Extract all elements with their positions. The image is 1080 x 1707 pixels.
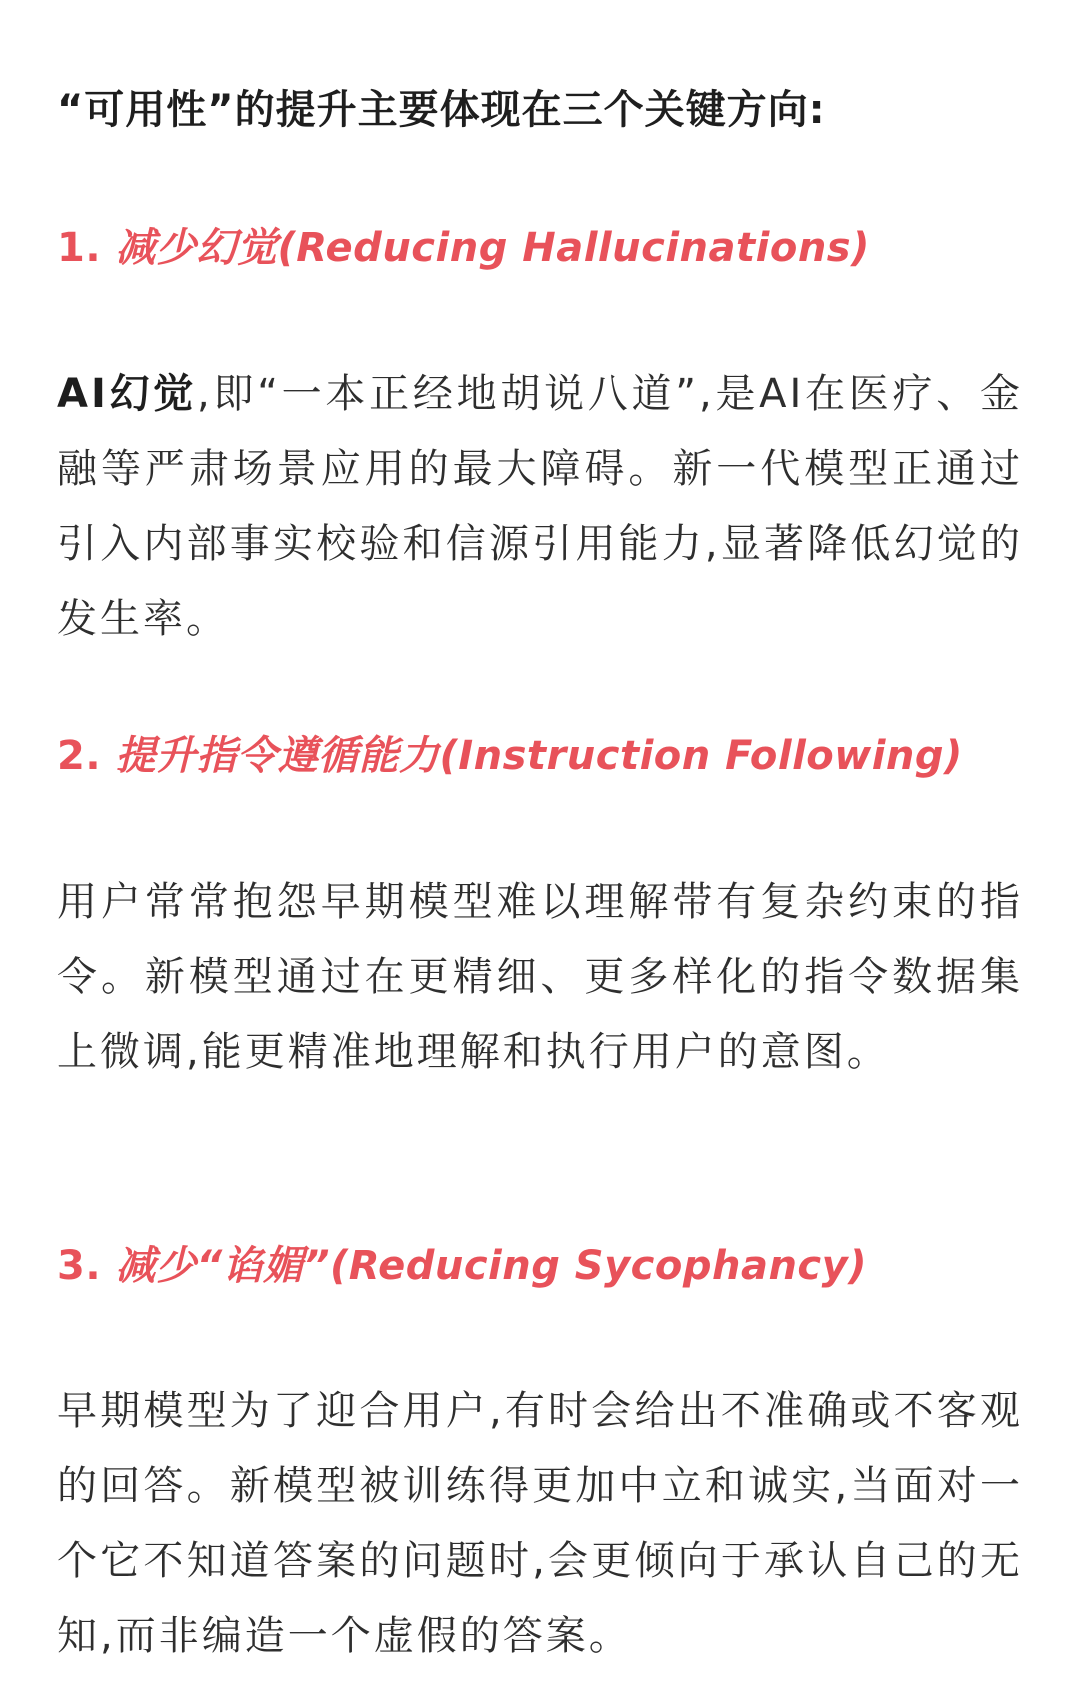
section-body-1 (57, 357, 1023, 657)
section-heading-3 (57, 1236, 1023, 1296)
section-title: 减少幻觉(Reducing Hallucinations) (115, 225, 870, 271)
section-body-2: 用户常常抱怨早期模型难以理解带有复杂约束的指令。新模型通过在更精细、更多样化的指令数据集上微调,能更精准地理解和执行用户的意图。 (57, 879, 1023, 1075)
section-title: 减少“谄媚”(Reducing Sycophancy) (115, 1243, 867, 1289)
body-text: ,即“一本正经地胡说八道”,是AI在医疗、金融等严肃场景应用的最大障碍。新一代模型正通过引入内部事实校验和信源引用能力,显著降低幻觉的发生率。 (57, 371, 1023, 642)
section-heading-1 (57, 218, 1023, 278)
section-title: 提升指令遵循能力(Instruction Following) (115, 733, 963, 779)
body-lead-term: AI幻觉 (57, 371, 198, 417)
section-number: 3. (57, 1243, 102, 1289)
intro-heading: “可用性”的提升主要体现在三个关键方向: (57, 87, 826, 133)
section-number: 2. (57, 733, 102, 779)
section-body-3: 早期模型为了迎合用户,有时会给出不准确或不客观的回答。新模型被训练得更加中立和诚实,当面对一个它不知道答案的问题时,会更倾向于承认自己的无知,而非编造一个虚假的答案。 (57, 1388, 1023, 1659)
section-number: 1. (57, 225, 102, 271)
section-heading-2 (57, 726, 1023, 786)
